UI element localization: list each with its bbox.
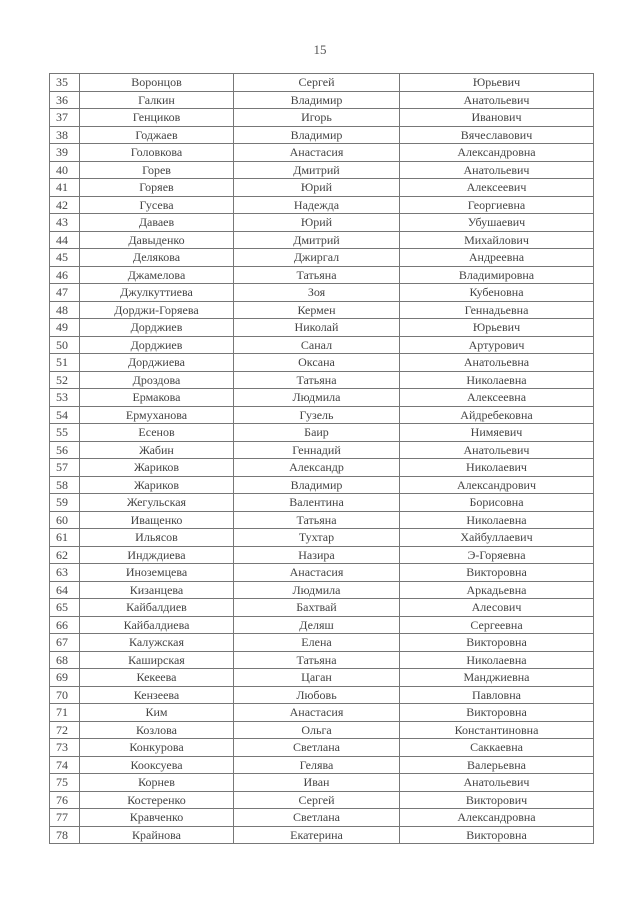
first-name-cell: Дмитрий	[234, 231, 400, 249]
surname-cell: Галкин	[80, 91, 234, 109]
row-number: 73	[50, 739, 80, 757]
table-row	[50, 581, 594, 599]
first-name-cell: Назира	[234, 546, 400, 564]
patronymic-cell: Викторович	[400, 791, 594, 809]
first-name-cell: Татьяна	[234, 651, 400, 669]
surname-cell: Корнев	[80, 774, 234, 792]
table-row	[50, 651, 594, 669]
first-name-cell: Бахтвай	[234, 599, 400, 617]
table-row	[50, 721, 594, 739]
surname-cell: Кравченко	[80, 809, 234, 827]
patronymic-cell: Николаевна	[400, 511, 594, 529]
patronymic-cell: Борисовна	[400, 494, 594, 512]
first-name-cell: Людмила	[234, 581, 400, 599]
surname-cell: Годжаев	[80, 126, 234, 144]
patronymic-cell: Юрьевич	[400, 319, 594, 337]
table-row	[50, 284, 594, 302]
first-name-cell: Александр	[234, 459, 400, 477]
patronymic-cell: Саккаевна	[400, 739, 594, 757]
table-row	[50, 406, 594, 424]
table-row	[50, 511, 594, 529]
row-number: 66	[50, 616, 80, 634]
first-name-cell: Иван	[234, 774, 400, 792]
table-row	[50, 214, 594, 232]
first-name-cell: Татьяна	[234, 511, 400, 529]
surname-cell: Кайбалдиев	[80, 599, 234, 617]
first-name-cell: Джиргал	[234, 249, 400, 267]
patronymic-cell: Георгиевна	[400, 196, 594, 214]
patronymic-cell: Аркадьевна	[400, 581, 594, 599]
first-name-cell: Владимир	[234, 476, 400, 494]
patronymic-cell: Николаевна	[400, 651, 594, 669]
patronymic-cell: Викторовна	[400, 634, 594, 652]
row-number: 56	[50, 441, 80, 459]
table-row	[50, 249, 594, 267]
table-row	[50, 301, 594, 319]
table-row	[50, 354, 594, 372]
patronymic-cell: Кубеновна	[400, 284, 594, 302]
surname-cell: Есенов	[80, 424, 234, 442]
first-name-cell: Игорь	[234, 109, 400, 127]
surname-cell: Жариков	[80, 459, 234, 477]
row-number: 63	[50, 564, 80, 582]
row-number: 68	[50, 651, 80, 669]
patronymic-cell: Алесович	[400, 599, 594, 617]
first-name-cell: Гузель	[234, 406, 400, 424]
surname-cell: Давыденко	[80, 231, 234, 249]
surname-cell: Ермуханова	[80, 406, 234, 424]
surname-cell: Делякова	[80, 249, 234, 267]
patronymic-cell: Анатольевич	[400, 441, 594, 459]
patronymic-cell: Михайлович	[400, 231, 594, 249]
first-name-cell: Санал	[234, 336, 400, 354]
surname-cell: Горяев	[80, 179, 234, 197]
row-number: 74	[50, 756, 80, 774]
patronymic-cell: Константиновна	[400, 721, 594, 739]
patronymic-cell: Анатольевич	[400, 91, 594, 109]
surname-cell: Дорджи-Горяева	[80, 301, 234, 319]
patronymic-cell: Убушаевич	[400, 214, 594, 232]
surname-cell: Кензеева	[80, 686, 234, 704]
row-number: 76	[50, 791, 80, 809]
page-number: 15	[313, 42, 327, 57]
patronymic-cell: Айдребековна	[400, 406, 594, 424]
table-row	[50, 91, 594, 109]
row-number: 39	[50, 144, 80, 162]
row-number: 75	[50, 774, 80, 792]
table-row	[50, 441, 594, 459]
roster-body	[50, 74, 594, 844]
table-row	[50, 389, 594, 407]
patronymic-cell: Артурович	[400, 336, 594, 354]
first-name-cell: Владимир	[234, 91, 400, 109]
surname-cell: Иноземцева	[80, 564, 234, 582]
row-number: 45	[50, 249, 80, 267]
first-name-cell: Надежда	[234, 196, 400, 214]
table-row	[50, 231, 594, 249]
table-row	[50, 74, 594, 92]
patronymic-cell: Валерьевна	[400, 756, 594, 774]
row-number: 57	[50, 459, 80, 477]
patronymic-cell: Иванович	[400, 109, 594, 127]
surname-cell: Ермакова	[80, 389, 234, 407]
surname-cell: Джулкуттиева	[80, 284, 234, 302]
first-name-cell: Владимир	[234, 126, 400, 144]
row-number: 35	[50, 74, 80, 92]
surname-cell: Кооксуева	[80, 756, 234, 774]
first-name-cell: Анастасия	[234, 704, 400, 722]
surname-cell: Ильясов	[80, 529, 234, 547]
row-number: 55	[50, 424, 80, 442]
table-row	[50, 371, 594, 389]
first-name-cell: Сергей	[234, 74, 400, 92]
patronymic-cell: Викторовна	[400, 826, 594, 844]
row-number: 49	[50, 319, 80, 337]
row-number: 38	[50, 126, 80, 144]
patronymic-cell: Викторовна	[400, 704, 594, 722]
first-name-cell: Анастасия	[234, 144, 400, 162]
table-row	[50, 336, 594, 354]
table-row	[50, 704, 594, 722]
surname-cell: Конкурова	[80, 739, 234, 757]
table-row	[50, 494, 594, 512]
table-row	[50, 476, 594, 494]
row-number: 54	[50, 406, 80, 424]
patronymic-cell: Анатольевна	[400, 354, 594, 372]
row-number: 51	[50, 354, 80, 372]
table-row	[50, 634, 594, 652]
surname-cell: Индждиева	[80, 546, 234, 564]
surname-cell: Каширская	[80, 651, 234, 669]
table-row	[50, 266, 594, 284]
surname-cell: Жариков	[80, 476, 234, 494]
patronymic-cell: Александровна	[400, 144, 594, 162]
table-row	[50, 424, 594, 442]
patronymic-cell: Алексеевна	[400, 389, 594, 407]
patronymic-cell: Юрьевич	[400, 74, 594, 92]
first-name-cell: Сергей	[234, 791, 400, 809]
patronymic-cell: Алексеевич	[400, 179, 594, 197]
row-number: 37	[50, 109, 80, 127]
table-row	[50, 739, 594, 757]
row-number: 58	[50, 476, 80, 494]
table-row	[50, 161, 594, 179]
first-name-cell: Светлана	[234, 809, 400, 827]
surname-cell: Джамелова	[80, 266, 234, 284]
row-number: 64	[50, 581, 80, 599]
table-row	[50, 599, 594, 617]
patronymic-cell: Александрович	[400, 476, 594, 494]
row-number: 77	[50, 809, 80, 827]
row-number: 70	[50, 686, 80, 704]
first-name-cell: Ольга	[234, 721, 400, 739]
patronymic-cell: Манджиевна	[400, 669, 594, 687]
patronymic-cell: Вячеславович	[400, 126, 594, 144]
table-row	[50, 756, 594, 774]
table-row	[50, 564, 594, 582]
row-number: 69	[50, 669, 80, 687]
row-number: 42	[50, 196, 80, 214]
roster-table	[49, 73, 594, 844]
surname-cell: Горев	[80, 161, 234, 179]
patronymic-cell: Викторовна	[400, 564, 594, 582]
row-number: 47	[50, 284, 80, 302]
patronymic-cell: Э-Горяевна	[400, 546, 594, 564]
surname-cell: Ким	[80, 704, 234, 722]
first-name-cell: Татьяна	[234, 266, 400, 284]
table-row	[50, 809, 594, 827]
surname-cell: Дорджиева	[80, 354, 234, 372]
first-name-cell: Кермен	[234, 301, 400, 319]
first-name-cell: Валентина	[234, 494, 400, 512]
first-name-cell: Баир	[234, 424, 400, 442]
first-name-cell: Людмила	[234, 389, 400, 407]
patronymic-cell: Николаевич	[400, 459, 594, 477]
table-row	[50, 179, 594, 197]
first-name-cell: Геннадий	[234, 441, 400, 459]
table-row	[50, 109, 594, 127]
patronymic-cell: Анатольевич	[400, 161, 594, 179]
row-number: 78	[50, 826, 80, 844]
surname-cell: Дорджиев	[80, 336, 234, 354]
surname-cell: Жабин	[80, 441, 234, 459]
table-row	[50, 459, 594, 477]
patronymic-cell: Анатольевич	[400, 774, 594, 792]
surname-cell: Воронцов	[80, 74, 234, 92]
patronymic-cell: Нимяевич	[400, 424, 594, 442]
surname-cell: Козлова	[80, 721, 234, 739]
surname-cell: Дорджиев	[80, 319, 234, 337]
surname-cell: Гусева	[80, 196, 234, 214]
table-row	[50, 686, 594, 704]
first-name-cell: Анастасия	[234, 564, 400, 582]
surname-cell: Калужская	[80, 634, 234, 652]
table-row	[50, 529, 594, 547]
first-name-cell: Тухтар	[234, 529, 400, 547]
row-number: 41	[50, 179, 80, 197]
row-number: 40	[50, 161, 80, 179]
surname-cell: Кизанцева	[80, 581, 234, 599]
surname-cell: Крайнова	[80, 826, 234, 844]
patronymic-cell: Андреевна	[400, 249, 594, 267]
table-row	[50, 774, 594, 792]
table-row	[50, 826, 594, 844]
surname-cell: Кайбалдиева	[80, 616, 234, 634]
table-row	[50, 546, 594, 564]
row-number: 59	[50, 494, 80, 512]
row-number: 44	[50, 231, 80, 249]
row-number: 60	[50, 511, 80, 529]
table-row	[50, 319, 594, 337]
row-number: 52	[50, 371, 80, 389]
row-number: 62	[50, 546, 80, 564]
table-row	[50, 669, 594, 687]
first-name-cell: Зоя	[234, 284, 400, 302]
patronymic-cell: Александровна	[400, 809, 594, 827]
surname-cell: Дроздова	[80, 371, 234, 389]
first-name-cell: Николай	[234, 319, 400, 337]
first-name-cell: Елена	[234, 634, 400, 652]
row-number: 53	[50, 389, 80, 407]
surname-cell: Жегульская	[80, 494, 234, 512]
patronymic-cell: Павловна	[400, 686, 594, 704]
patronymic-cell: Геннадьевна	[400, 301, 594, 319]
row-number: 67	[50, 634, 80, 652]
row-number: 72	[50, 721, 80, 739]
row-number: 48	[50, 301, 80, 319]
surname-cell: Даваев	[80, 214, 234, 232]
surname-cell: Кекеева	[80, 669, 234, 687]
patronymic-cell: Хайбуллаевич	[400, 529, 594, 547]
table-row	[50, 616, 594, 634]
surname-cell: Иващенко	[80, 511, 234, 529]
surname-cell: Костеренко	[80, 791, 234, 809]
first-name-cell: Деляш	[234, 616, 400, 634]
row-number: 50	[50, 336, 80, 354]
patronymic-cell: Сергеевна	[400, 616, 594, 634]
surname-cell: Генциков	[80, 109, 234, 127]
first-name-cell: Светлана	[234, 739, 400, 757]
row-number: 71	[50, 704, 80, 722]
row-number: 36	[50, 91, 80, 109]
first-name-cell: Дмитрий	[234, 161, 400, 179]
table-row	[50, 196, 594, 214]
first-name-cell: Цаган	[234, 669, 400, 687]
table-row	[50, 126, 594, 144]
row-number: 61	[50, 529, 80, 547]
table-row	[50, 144, 594, 162]
row-number: 43	[50, 214, 80, 232]
first-name-cell: Екатерина	[234, 826, 400, 844]
row-number: 46	[50, 266, 80, 284]
patronymic-cell: Владимировна	[400, 266, 594, 284]
first-name-cell: Оксана	[234, 354, 400, 372]
table-row	[50, 791, 594, 809]
row-number: 65	[50, 599, 80, 617]
patronymic-cell: Николаевна	[400, 371, 594, 389]
first-name-cell: Юрий	[234, 179, 400, 197]
first-name-cell: Гелява	[234, 756, 400, 774]
first-name-cell: Любовь	[234, 686, 400, 704]
first-name-cell: Юрий	[234, 214, 400, 232]
surname-cell: Головкова	[80, 144, 234, 162]
first-name-cell: Татьяна	[234, 371, 400, 389]
